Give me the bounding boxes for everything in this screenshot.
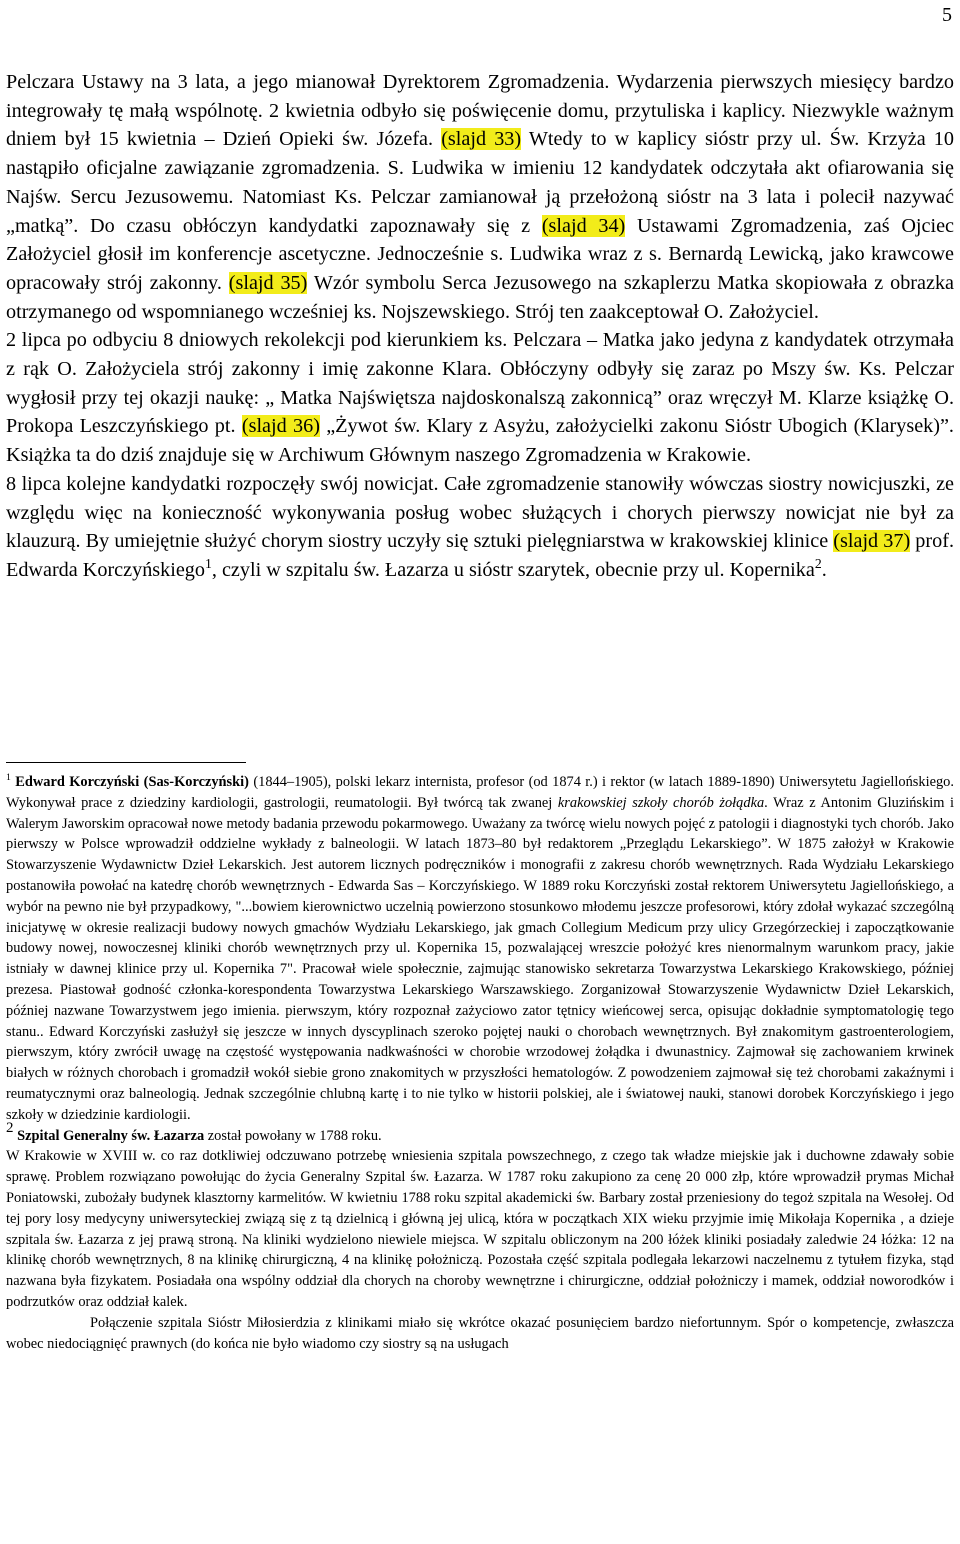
footnote-2 xyxy=(6,1119,954,1147)
footnote-1 xyxy=(6,772,954,1126)
slide-ref-36: (slajd 36) xyxy=(241,415,320,438)
paragraph-text: , czyli w szpitalu św. Łazarza u sióstr szarytek, obecnie przy ul. Kopernika xyxy=(211,558,815,581)
footnote-title: Szpital Generalny św. Łazarza xyxy=(17,1127,205,1144)
paragraph-text: Ustawami Zgromadzenia, zaś Ojciec Założyciel głosił im konferencje ascetyczne. Jednocześnie s. Ludwika wraz z s. Bernardą Lewicką, jako krawcowe opracowały strój zakonny. xyxy=(6,214,954,294)
paragraph-text: Wtedy to w kaplicy sióstr przy ul. Św. Krzyża 10 nastąpiło oficjalne zawiązanie zgromadzenia. S. Ludwika w imieniu 12 kandydatek odczytała akt ofiarowania się Najśw. Sercu Jezusowemu. Natomiast Ks. Pelczar zamianował ją przełożoną sióstr na 3 lata i polecił nazywać „matką”. Do czasu obłóczyn kandydatki zapoznawały się z xyxy=(6,128,954,237)
paragraph-text: . xyxy=(821,558,827,581)
footnote-2-continued: Połączenie szpitala Sióstr Miłosierdzia z klinikami miało się wkrótce okazać posunięciem bardzo niefortunnym. Spór o kompetencje, zwłaszcza wobec niedociągnięć prawnych (do końca nie było wiadomo czy siostry są na usługach xyxy=(6,1314,954,1352)
paragraph-text: 8 lipca kolejne kandydatki rozpoczęły swój nowicjat. Całe zgromadzenie stanowiły wówczas siostry nowicjuszki, ze względu więc na konieczność wykonywania posług wobec służących i chorych pierwszy nowicjat nie był za klauzurą. By umiejętnie służyć chorym siostry uczyły się sztuki pielęgniarstwa w krakowskiej klinice xyxy=(6,472,954,553)
paragraph-2 xyxy=(6,326,954,470)
paragraph-text: prof. Edwarda Korczyńskiego xyxy=(6,530,954,581)
footnote-number: 1 xyxy=(6,772,11,784)
paragraph-text: 2 lipca po odbyciu 8 dniowych rekolekcji pod kierunkiem ks. Pelczara – Matka jako jedyna z kandydatek otrzymała z rąk O. Założyciela strój zakonny i imię zakonne Klara. Obłóczyny odbyły się zaraz po Mszy św. Ks. Pelczar wygłosił przy tej okazji naukę: „ Matka Najświętsza najdoskonalszą zakonnicą” oraz wręczył M. Klarze książkę O. Prokopa Leszczyńskiego pt. xyxy=(6,329,954,438)
paragraph-text: „Żywot św. Klary z Asyżu, założycielki zakonu Sióstr Ubogich (Klarysek)”. Książka ta do dziś znajduje się w Archiwum Głównym naszego Zgromadzenia w Krakowie. xyxy=(6,415,954,467)
paragraph-text: Pelczara Ustawy na 3 lata, a jego mianował Dyrektorem Zgromadzenia. Wydarzenia pierwszych miesięcy bardzo integrowały tę małą wspólnotę. 2 kwietnia odbyło się poświęcenie domu, przytuliska i kaplicy. Niezwykle ważnym dniem był 15 kwietnia – Dzień Opieki św. Józefa. xyxy=(6,71,954,151)
footnote-text: (1844–1905), polski lekarz internista, profesor (od 1874 r.) i rektor (w latach 1889-1890) Uniwersytetu Jagiellońskiego. Wykonywał prace z dziedziny kardiologii, gastrologii, reumatologii. Był twórcą tak zwanej xyxy=(6,774,954,811)
paragraph-text: Wzór symbolu Serca Jezusowego na szkaplerzu Matka skopiowała z obrazka otrzymanego od wspomnianego wcześniej ks. Nojszewskiego. Strój ten zaakceptował O. Założyciel. xyxy=(6,271,955,323)
footnote-ref-1[interactable]: 1 xyxy=(205,555,212,571)
footnote-italic: krakowskiej szkoły chorób żołądka xyxy=(557,794,765,811)
slide-ref-37: (slajd 37) xyxy=(833,530,911,553)
footnote-2-body: W Krakowie w XVIII w. co raz dotkliwiej odczuwano potrzebę wniesienia szpitala powszechnego, z czego tak władze miejskie jak i duchowne zdawały sobie sprawę. Problem rozwiązano powołując do życia Generalny Szpital św. Łazarza. W 1787 roku zakupiono za cenę 20 000 złp, które wprowadził prymas Michał Poniatowski, zubożały budynek klasztorny karmelitów. W kwietniu 1788 roku szpital akademicki św. Barbary został przeniesiony do tegoż szpitala na Wesołej. Od tej pory losy medycyny uniwersyteckiej związą się z tą dzielnicą i główną jej ulicą, która w początkach XIX wieku przyjmie imię Mikołaja Kopernika , a dzieje szpitala św. Łazarza z jej prawą stroną. Na kliniki wydzielono niewiele miejsca. W szpitalu obliczonym na 200 łóżek kliniki posiadały zaledwie 24 łóżka: 12 na klinikę chorób wewnętrznych, 8 na klinikę chirurgiczną, 4 na klinikę położniczą. Pozostała część szpitala podlegała lekarzowi naczelnemu z tytułem fizyka, stąd nazwana była fizykatem. Posiadała ona wspólny oddział dla chorych na choroby wewnętrzne i chirurgiczne, oddział położniczy i mamek, oddział noworodków i podrzutków oraz oddział kalek. xyxy=(6,1148,954,1310)
footnotes xyxy=(6,772,954,1354)
footnote-text: został powołany w 1788 roku. xyxy=(204,1127,382,1144)
footnote-number: 2 xyxy=(6,1119,14,1136)
page-number: 5 xyxy=(942,4,952,26)
slide-ref-33: (slajd 33) xyxy=(441,128,522,151)
paragraph-3 xyxy=(6,470,954,585)
footnote-ref-2[interactable]: 2 xyxy=(814,555,822,571)
footnote-text: . Wraz z Antonim Gluzińskim i Walerym Jaworskim opracował nowe metody badania przewodu pokarmowego. Uważany za twórcę wielu nowych pojęć z patologii i diagnostyki tych chorób. Jako pierwszy w Polsce wprowadził oddzielne wykłady z balneologii. W latach 1873–80 był redaktorem „Przeglądu Lekarskiego”. W 1875 założył w Krakowie Stowarzyszenie Wydawnictw Dzieł Lekarskich. Jest autorem licznych podręczników i monografii z zakresu chorób wewnętrznych. Rada Wydziału Lekarskiego postanowiła powołać na katedrę chorób wewnętrznych - Edwarda Sas – Korczyńskiego. W 1889 roku Korczyński został rektorem Uniwersytetu Jagiellońskiego, a wybór na pewno nie był przypadkowy, "...bowiem kierownictwo uczelnią powierzono stosunkowo młodemu jeszcze profesorowi, który zdołał wykazać szczególną inicjatywę w okresie realizacji budowy nowych gmachów Wydziału Lekarskiego, jak gmach Collegium Medicum przy ulicy Grzegórzeckiej i zapoczątkowanie budowy nowej, nowoczesnej kliniki chorób wewnętrznych przy ul. Kopernika 15, pozwalającej wreszcie położyć kres nienormalnym warunkom pracy, jakie istniały w dawnej klinice przy ul. Kopernika 7". Pracował wiele społecznie, zajmując stanowisko sekretarza Towarzystwa Lekarskiego Krakowskiego, później prezesa. Piastował godność członka-korespondenta Towarzystwa Lekarskiego Warszawskiego. Zorganizował Stowarzyszenie Wydawnictw Dzieł Lekarskich, później nazwane Towarzystwem jego imienia. pierwszym, który rozpoznał zażyciowo zator tętnicy wieńcowej serca, opisując dokładnie symptomatologię tego stanu.. Edward Korczyński zasłużył się jeszcze w innych dyscyplinach szeroko pojętej nauki o chorobach wewnętrznych. Był znakomitym gastroenterologiem, pierwszym, który zwrócił uwagę na częstość występowania nadkwaśności w chorobie wrzodowej żołądka i dwunastnicy. Zajmował się zachowaniem krwinek białych w różnych chorobach i gromadził wokół siebie grono znakomitych w przyszłości hematologów. Z powodzeniem zajmował się też chorobami zakaźnymi i reumatycznymi oraz balneologią. Jednak szczególnie chlubną kartę i to nie tylko w historii polskiej, ale i światowej nauki, stanowi dorobek Korczyńskiego i jego szkoły w dziedzinie kardiologii. xyxy=(6,794,955,1123)
paragraph-1 xyxy=(6,68,954,326)
footnote-separator xyxy=(6,762,246,763)
main-text xyxy=(6,68,954,585)
slide-ref-35: (slajd 35) xyxy=(228,271,308,294)
footnote-title: Edward Korczyński (Sas-Korczyński) xyxy=(15,774,249,790)
slide-ref-34: (slajd 34) xyxy=(541,214,626,237)
